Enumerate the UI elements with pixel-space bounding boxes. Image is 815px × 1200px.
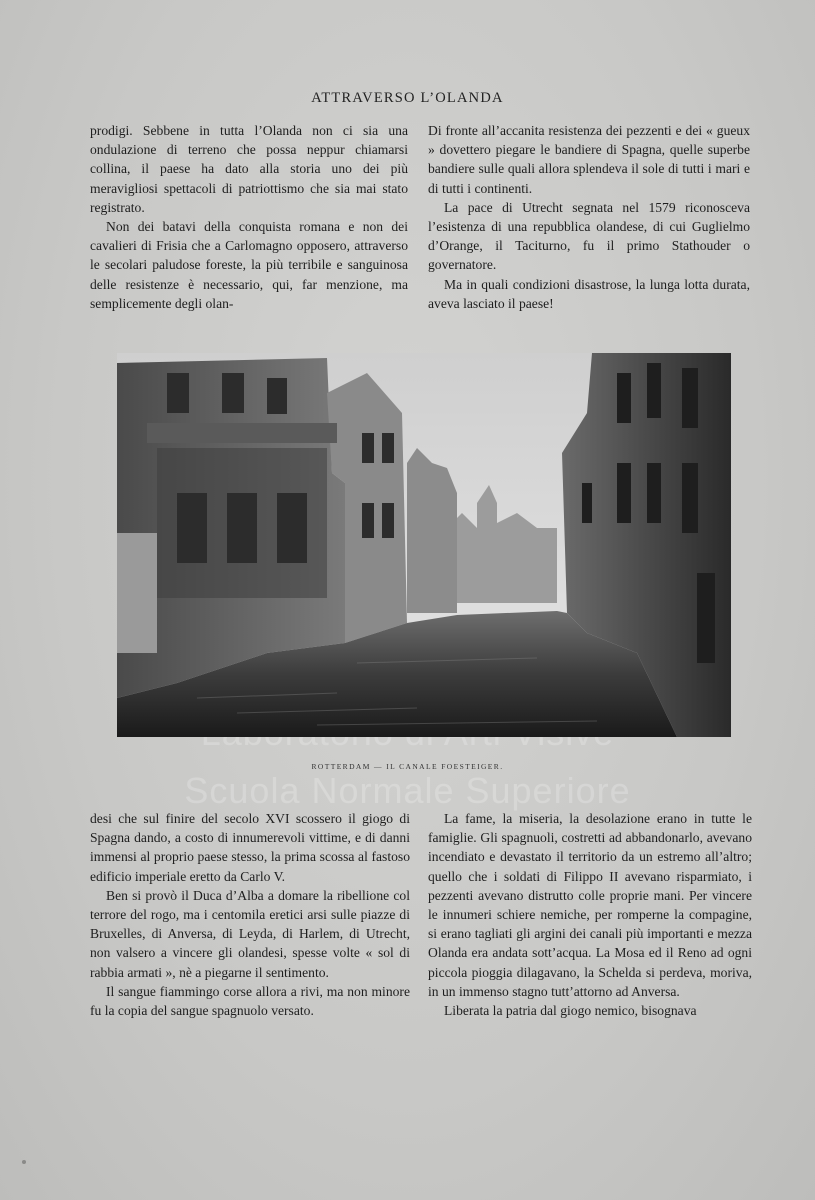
paragraph: desi che sul finire del secolo XVI scossero il giogo di Spagna dando, a costo di innumerevoli vittime, e di danni immensi al proprio paese stesso, la prima scossa al fastoso edificio imperiale eretto da Carlo V. [90,811,410,884]
watermark-line: Scuola Normale Superiore [184,770,631,811]
paragraph: Di fronte all’accanita resistenza dei pezzenti e dei « gueux » dovettero piegare le bandiere di Spagna, quelle superbe bandiere sulle quali allora splendeva il sole di tutti i mari e di tutti i continenti. [428,123,750,196]
paragraph: Ma in quali condizioni disastrose, la lunga lotta durata, aveva lasciato il paese! [428,276,750,311]
paragraph: Il sangue fiammingo corse allora a rivi, ma non minore fu la copia del sangue spagnuolo versato. [90,983,410,1019]
canal-photograph [117,353,731,737]
paragraph: La fame, la miseria, la desolazione erano in tutte le famiglie. Gli spagnuoli, costretti ad abbandonarlo, avevano incendiato e devastato il territorio da un estremo all’altro; quello che i soldati di Filippo II avevano risparmiato, i pezzenti avevano distrutto colle proprie mani. Per vincere le innumeri schiere nemiche, per romperne la compagine, si erano tagliati gli argini dei canali più importanti e mezza Olanda era andata sott’acqua. La Mosa ed il Reno ad ogni piccola pioggia dilagavano, la Schelda si perdeva, moriva, in un immenso stagno tutt’attorno ad Anversa. [428,811,752,999]
text-column-top-right [428,121,750,313]
canal-photograph-drawing [117,353,731,737]
running-head: ATTRAVERSO L’OLANDA [311,90,504,106]
paragraph: prodigi. Sebbene in tutta l’Olanda non ci sia una ondulazione di terreno che possa neppur chiamarsi collina, il paese ha dato alla storia uno dei più meravigliosi spettacoli di patriottismo che sia mai stato registrato. [90,123,408,215]
text-column-bottom-right [428,809,752,1020]
figure-caption: ROTTERDAM — IL CANALE FOESTEIGER. [311,762,504,771]
scan-speck [22,1160,26,1164]
paragraph: Non dei batavi della conquista romana e non dei cavalieri di Frisia che a Carlomagno opposero, attraverso le secolari paludose foreste, la più terribile e sanguinosa delle resistenze è necessario, qui, far menzione, ma semplicemente degli olan- [90,219,408,311]
text-column-bottom-left [90,809,410,1020]
paragraph: La pace di Utrecht segnata nel 1579 riconosceva l’esistenza di una repubblica olandese, di cui Guglielmo d’Orange, il Taciturno, fu il primo Stathouder o governatore. [428,199,750,273]
paragraph: Liberata la patria dal giogo nemico, bisognava [444,1003,697,1019]
text-column-top-left [90,121,408,313]
paragraph: Ben si provò il Duca d’Alba a domare la ribellione col terrore del rogo, ma i centomila eretici arsi sulle piazze di Bruxelles, di Anversa, di Leyda, di Harlem, di Utrecht, non valsero a vincere gli olandesi, spesse volte « sol di rabbia armati », nè a piegarne il sentimento. [90,887,410,980]
